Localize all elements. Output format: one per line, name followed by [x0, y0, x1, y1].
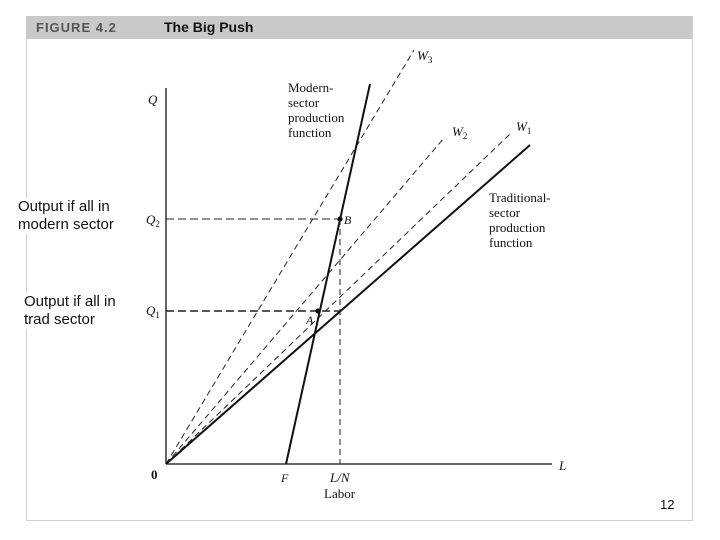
point-a-marker: [315, 308, 320, 313]
q1-label: $Q_1$: [146, 303, 160, 320]
trad-output-note: [24, 293, 116, 329]
origin-label: 0: [151, 467, 158, 482]
f-label: F: [281, 471, 289, 485]
modern-production-function: [286, 84, 370, 464]
figure-number: FIGURE 4.2: [36, 20, 117, 35]
modern-output-note: [18, 198, 114, 234]
figure-title: The Big Push: [164, 19, 254, 35]
w2-label: $W_2$: [452, 124, 468, 141]
modern-curve-label: Modern- sector production function: [288, 80, 345, 140]
x-axis-label: L: [559, 458, 567, 473]
traditional-production-function: [166, 145, 530, 464]
y-axis-label: Q: [148, 92, 158, 107]
wage-line-w1: [166, 134, 510, 464]
point-b-marker: [337, 216, 342, 221]
q2-label: $Q_2$: [146, 212, 160, 229]
ln-label: L/N: [330, 470, 350, 485]
traditional-curve-label: Traditional- sector production function: [489, 190, 551, 250]
point-b-label: B: [344, 213, 352, 227]
page-number: 12: [660, 497, 675, 512]
trad-output-line-1: Output if all in: [24, 293, 116, 310]
modern-output-line-1: Output if all in: [18, 198, 110, 215]
wage-line-w2: [166, 138, 444, 464]
w1-label: $W_1$: [516, 119, 532, 136]
trad-output-line-2: trad sector: [24, 311, 95, 328]
modern-output-line-2: modern sector: [18, 216, 114, 233]
point-a-label: A: [306, 313, 314, 327]
x-axis-title: Labor: [324, 486, 356, 501]
w3-label: $W_3$: [417, 48, 433, 65]
